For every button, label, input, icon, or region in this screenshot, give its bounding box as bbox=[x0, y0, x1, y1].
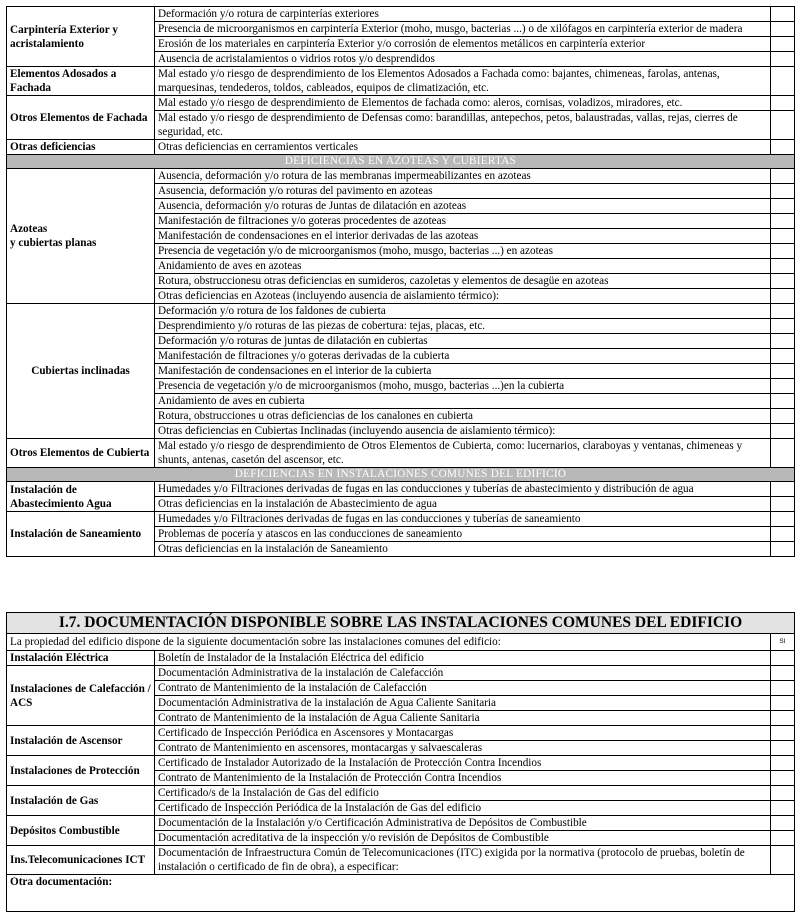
group-label: Elementos Adosados a Fachada bbox=[7, 67, 155, 96]
documentation-table bbox=[6, 612, 795, 912]
item-text: Deformación y/o rotura de carpinterías exteriores bbox=[155, 7, 771, 22]
checkbox-cell[interactable] bbox=[771, 199, 795, 214]
item-text: Otras deficiencias en la instalación de Saneamiento bbox=[155, 542, 771, 557]
item-text: Anidamiento de aves en azoteas bbox=[155, 259, 771, 274]
checkbox-cell[interactable] bbox=[771, 289, 795, 304]
checkbox-cell[interactable] bbox=[771, 439, 795, 468]
item-text: Presencia de vegetación y/o de microorganismos (moho, musgo, bacterias ...)en la cubierta bbox=[155, 379, 771, 394]
item-text: Ausencia, deformación y/o roturas de Juntas de dilatación en azoteas bbox=[155, 199, 771, 214]
item-text: Humedades y/o Filtraciones derivadas de fugas en las conducciones y tuberías de abastecimiento y distribución de agua bbox=[155, 482, 771, 497]
checkbox-cell[interactable] bbox=[771, 497, 795, 512]
checkbox-cell[interactable] bbox=[771, 409, 795, 424]
checkbox-cell[interactable] bbox=[771, 756, 795, 771]
group-label: Ins.Telecomunicaciones ICT bbox=[7, 846, 155, 875]
item-text: Deformación y/o rotura de los faldones de cubierta bbox=[155, 304, 771, 319]
checkbox-cell[interactable] bbox=[771, 169, 795, 184]
item-text: Contrato de Mantenimiento de la Instalación de Protección Contra Incendios bbox=[155, 771, 771, 786]
group-label: Instalaciones de Calefacción / ACS bbox=[7, 666, 155, 726]
section-title: I.7. DOCUMENTACIÓN DISPONIBLE SOBRE LAS INSTALACIONES COMUNES DEL EDIFICIO bbox=[7, 613, 795, 634]
table-row bbox=[7, 512, 795, 527]
group-label: Instalación de Gas bbox=[7, 786, 155, 816]
item-text: Ausencia, deformación y/o rotura de las membranas impermeabilizantes en azoteas bbox=[155, 169, 771, 184]
item-text: Ausencia de acristalamientos o vidrios rotos y/o desprendidos bbox=[155, 52, 771, 67]
item-text: Documentación Administrativa de la instalación de Agua Caliente Sanitaria bbox=[155, 696, 771, 711]
item-text: Otras deficiencias en cerramientos verticales bbox=[155, 140, 771, 155]
checkbox-cell[interactable] bbox=[771, 214, 795, 229]
item-text: Erosión de los materiales en carpintería Exterior y/o corrosión de elementos metálicos en carpintería exterior bbox=[155, 37, 771, 52]
checkbox-cell[interactable] bbox=[771, 140, 795, 155]
checkbox-cell[interactable] bbox=[771, 512, 795, 527]
item-text: Documentación de Infraestructura Común de Telecomunicaciones (ITC) exigida por la normativa (protocolo de pruebas, boletín de instalación o certificado de fin de obra), a especificar: bbox=[155, 846, 771, 875]
checkbox-cell[interactable] bbox=[771, 786, 795, 801]
other-documentation-label: Otra documentación: bbox=[10, 876, 113, 888]
section-header: DEFICIENCIAS EN INSTALACIONES COMUNES DEL EDIFICIO bbox=[7, 468, 795, 482]
item-text: Otras deficiencias en Cubiertas Inclinadas (incluyendo ausencia de aislamiento térmico): bbox=[155, 424, 771, 439]
item-text: Asusencia, deformación y/o roturas del pavimento en azoteas bbox=[155, 184, 771, 199]
intro-text: La propiedad del edificio dispone de la siguiente documentación sobre las instalaciones comunes del edificio: bbox=[7, 634, 771, 651]
checkbox-cell[interactable] bbox=[771, 681, 795, 696]
si-header: SI bbox=[771, 634, 795, 651]
checkbox-cell[interactable] bbox=[771, 379, 795, 394]
checkbox-cell[interactable] bbox=[771, 304, 795, 319]
group-label: Otros Elementos de Fachada bbox=[7, 96, 155, 140]
checkbox-cell[interactable] bbox=[771, 666, 795, 681]
checkbox-cell[interactable] bbox=[771, 184, 795, 199]
checkbox-cell[interactable] bbox=[771, 424, 795, 439]
table-row bbox=[7, 304, 795, 319]
checkbox-cell[interactable] bbox=[771, 274, 795, 289]
table-row bbox=[7, 666, 795, 681]
table-row bbox=[7, 96, 795, 111]
section-header: DEFICIENCIAS EN AZOTEAS Y CUBIERTAS bbox=[7, 155, 795, 169]
item-text: Deformación y/o roturas de juntas de dilatación en cubiertas bbox=[155, 334, 771, 349]
checkbox-cell[interactable] bbox=[771, 726, 795, 741]
checkbox-cell[interactable] bbox=[771, 229, 795, 244]
checkbox-cell[interactable] bbox=[771, 741, 795, 756]
checkbox-cell[interactable] bbox=[771, 527, 795, 542]
group-label: Otras deficiencias bbox=[7, 140, 155, 155]
item-text: Anidamiento de aves en cubierta bbox=[155, 394, 771, 409]
checkbox-cell[interactable] bbox=[771, 711, 795, 726]
group-label: Instalación de Saneamiento bbox=[7, 512, 155, 557]
group-label: Instalación de Abastecimiento Agua bbox=[7, 482, 155, 512]
deficiencies-table bbox=[6, 6, 795, 557]
other-documentation[interactable] bbox=[7, 875, 795, 912]
checkbox-cell[interactable] bbox=[771, 37, 795, 52]
item-text: Documentación de la Instalación y/o Certificación Administrativa de Depósitos de Combustible bbox=[155, 816, 771, 831]
item-text: Rotura, obstruccionesu otras deficiencias en sumideros, cazoletas y elementos de desagüe en azoteas bbox=[155, 274, 771, 289]
item-text: Manifestación de filtraciones y/o goteras derivadas de la cubierta bbox=[155, 349, 771, 364]
table-row bbox=[7, 846, 795, 875]
checkbox-cell[interactable] bbox=[771, 801, 795, 816]
item-text: Mal estado y/o riesgo de desprendimiento de Otros Elementos de Cubierta, como: lucernarios, claraboyas y ventanas, chimeneas y shunts, antenas, casetón del ascensor, etc. bbox=[155, 439, 771, 468]
checkbox-cell[interactable] bbox=[771, 259, 795, 274]
checkbox-cell[interactable] bbox=[771, 831, 795, 846]
section-header-row bbox=[7, 155, 795, 169]
checkbox-cell[interactable] bbox=[771, 244, 795, 259]
group-label: Instalaciones de Protección bbox=[7, 756, 155, 786]
checkbox-cell[interactable] bbox=[771, 334, 795, 349]
item-text: Manifestación de filtraciones y/o goteras procedentes de azoteas bbox=[155, 214, 771, 229]
group-label: Carpintería Exterior y acristalamiento bbox=[7, 7, 155, 67]
checkbox-cell[interactable] bbox=[771, 52, 795, 67]
checkbox-cell[interactable] bbox=[771, 651, 795, 666]
item-text: Documentación acreditativa de la inspección y/o revisión de Depósitos de Combustible bbox=[155, 831, 771, 846]
table-row bbox=[7, 816, 795, 831]
checkbox-cell[interactable] bbox=[771, 696, 795, 711]
item-text: Contrato de Mantenimiento en ascensores, montacargas y salvaescaleras bbox=[155, 741, 771, 756]
table-row bbox=[7, 169, 795, 184]
checkbox-cell[interactable] bbox=[771, 349, 795, 364]
group-label: Instalación Eléctrica bbox=[7, 651, 155, 666]
item-text: Mal estado y/o riesgo de desprendimiento de los Elementos Adosados a Fachada como: bajantes, chimeneas, farolas, antenas, marquesinas, tendederos, toldos, cableados, equipos de climatización, etc. bbox=[155, 67, 771, 96]
item-text: Humedades y/o Filtraciones derivadas de fugas en las conducciones y tuberías de saneamiento bbox=[155, 512, 771, 527]
table-row bbox=[7, 786, 795, 801]
item-text: Contrato de Mantenimiento de la instalación de Calefacción bbox=[155, 681, 771, 696]
table-row bbox=[7, 482, 795, 497]
item-text: Otras deficiencias en Azoteas (incluyendo ausencia de aislamiento térmico): bbox=[155, 289, 771, 304]
item-text: Presencia de vegetación y/o de microorganismos (moho, musgo, bacterias ...) en azoteas bbox=[155, 244, 771, 259]
checkbox-cell[interactable] bbox=[771, 7, 795, 22]
table-row bbox=[7, 439, 795, 468]
checkbox-cell[interactable] bbox=[771, 364, 795, 379]
item-text: Mal estado y/o riesgo de desprendimiento de Elementos de fachada como: aleros, cornisas, voladizos, miradores, etc. bbox=[155, 96, 771, 111]
item-text: Manifestación de condensaciones en el interior de la cubierta bbox=[155, 364, 771, 379]
item-text: Problemas de pocería y atascos en las conducciones de saneamiento bbox=[155, 527, 771, 542]
checkbox-cell[interactable] bbox=[771, 542, 795, 557]
checkbox-cell[interactable] bbox=[771, 816, 795, 831]
checkbox-cell[interactable] bbox=[771, 771, 795, 786]
checkbox-cell[interactable] bbox=[771, 846, 795, 875]
group-label: Cubiertas inclinadas bbox=[7, 304, 155, 439]
table-row bbox=[7, 756, 795, 771]
group-label: Azoteas y cubiertas planas bbox=[7, 169, 155, 304]
item-text: Certificado/s de la Instalación de Gas del edificio bbox=[155, 786, 771, 801]
item-text: Presencia de microorganismos en carpintería Exterior (moho, musgo, bacterias ...) o de xilófagos en carpintería exterior de madera bbox=[155, 22, 771, 37]
item-text: Mal estado y/o riesgo de desprendimiento de Defensas como: barandillas, antepechos, petos, balaustradas, vallas, rejas, cierres de seguridad, etc. bbox=[155, 111, 771, 140]
table-row bbox=[7, 651, 795, 666]
checkbox-cell[interactable] bbox=[771, 96, 795, 111]
checkbox-cell[interactable] bbox=[771, 22, 795, 37]
table-row bbox=[7, 140, 795, 155]
group-label: Instalación de Ascensor bbox=[7, 726, 155, 756]
group-label: Otros Elementos de Cubierta bbox=[7, 439, 155, 468]
item-text: Contrato de Mantenimiento de la instalación de Agua Caliente Sanitaria bbox=[155, 711, 771, 726]
section-header-row bbox=[7, 468, 795, 482]
item-text: Certificado de Inspección Periódica de la Instalación de Gas del edificio bbox=[155, 801, 771, 816]
item-text: Rotura, obstrucciones u otras deficiencias de los canalones en cubierta bbox=[155, 409, 771, 424]
table-row bbox=[7, 7, 795, 22]
item-text: Desprendimiento y/o roturas de las piezas de cobertura: tejas, placas, etc. bbox=[155, 319, 771, 334]
checkbox-cell[interactable] bbox=[771, 67, 795, 96]
table-row bbox=[7, 726, 795, 741]
checkbox-cell[interactable] bbox=[771, 319, 795, 334]
item-text: Manifestación de condensaciones en el interior derivadas de las azoteas bbox=[155, 229, 771, 244]
checkbox-cell[interactable] bbox=[771, 394, 795, 409]
item-text: Boletín de Instalador de la Instalación Eléctrica del edificio bbox=[155, 651, 771, 666]
checkbox-cell[interactable] bbox=[771, 111, 795, 140]
item-text: Otras deficiencias en la instalación de Abastecimiento de agua bbox=[155, 497, 771, 512]
group-label: Depósitos Combustible bbox=[7, 816, 155, 846]
checkbox-cell[interactable] bbox=[771, 482, 795, 497]
table-row bbox=[7, 67, 795, 96]
item-text: Certificado de Instalador Autorizado de la Instalación de Protección Contra Incendios bbox=[155, 756, 771, 771]
item-text: Documentación Administrativa de la instalación de Calefacción bbox=[155, 666, 771, 681]
item-text: Certificado de Inspección Periódica en Ascensores y Montacargas bbox=[155, 726, 771, 741]
